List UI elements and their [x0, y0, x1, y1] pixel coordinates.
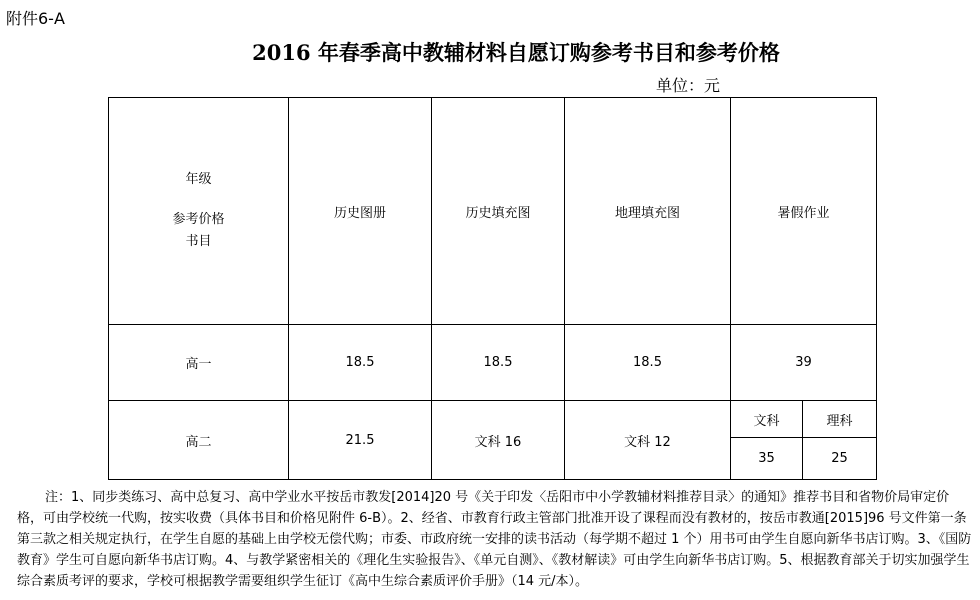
- corner-grade-label: 年级: [185, 172, 212, 187]
- table-header-row: [109, 98, 877, 325]
- corner-book-label: 书目: [185, 234, 212, 249]
- price-table: [108, 97, 877, 480]
- table-cell: 文科 16: [432, 401, 565, 480]
- table-cell: 21.5: [289, 401, 432, 480]
- footnote-text: 注：1、同步类练习、高中总复习、高中学业水平按岳市教发[2014]20 号《关于印发〈岳阳市中小学教辅材料推荐目录〉的通知》推荐书目和省物价局审定价格，可由学校统一代购，按实收费（具体书目和价格见附件 6-B）。2、经省、市教育行政主管部门批准开设了课程而没有教材的，按岳市教通[2015]96 号文件第一条第三款之相关规定执行，在学生自愿的基础上由学校无偿代购；市委、市政府统一安排的读书活动（每学期不超过 1 个）用书可由学生自愿向新华书店订购。3、《国防教育》学生可自愿向新华书店订购。4、与教学紧密相关的《理化生实验报告》、《单元自测》、《教材解读》可由学生向新华书店订购。5、根据教育部关于切实加强学生综合素质考评的要求，学校可根据教学需要组织学生征订《高中生综合素质评价手册》（14 元/本）。: [17, 490, 972, 589]
- unit-label: 单位：元: [656, 76, 721, 95]
- table-cell: 18.5: [432, 325, 565, 401]
- table-cell: 18.5: [565, 325, 731, 401]
- column-header-geography-fill-map: 地理填充图: [565, 98, 731, 325]
- column-header-history-fill-map: 历史填充图: [432, 98, 565, 325]
- table-cell: 39: [731, 325, 877, 401]
- arts-subheader: 文科: [731, 401, 803, 438]
- table-row: [109, 325, 877, 401]
- table-cell: 35: [731, 438, 803, 480]
- table-cell: 25: [803, 438, 877, 480]
- column-header-history-atlas: 历史图册: [289, 98, 432, 325]
- science-subheader: 理科: [803, 401, 877, 438]
- column-header-summer-homework: 暑假作业: [731, 98, 877, 325]
- row-grade-label: 高二: [109, 401, 289, 480]
- corner-header-cell: [109, 98, 289, 325]
- table-cell: 18.5: [289, 325, 432, 401]
- attachment-label: 附件6-A: [6, 9, 65, 28]
- corner-price-label: 参考价格: [172, 212, 225, 227]
- page-title: 2016 年春季高中教辅材料自愿订购参考书目和参考价格: [252, 40, 780, 65]
- row-grade-label: 高一: [109, 325, 289, 401]
- table-row: [109, 401, 877, 438]
- table-cell: 文科 12: [565, 401, 731, 480]
